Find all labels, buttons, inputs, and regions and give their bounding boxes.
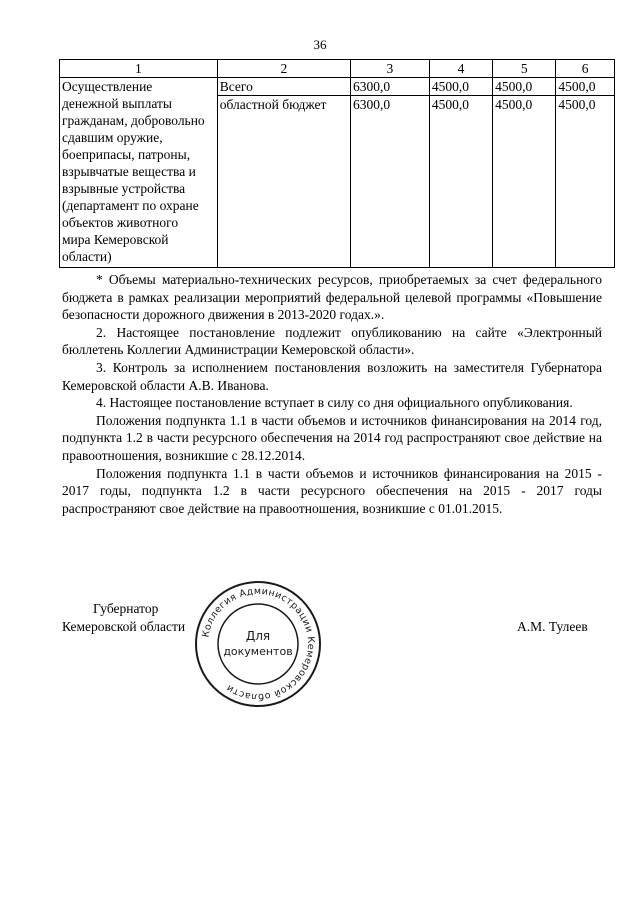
funding-table xyxy=(59,59,615,268)
value-cell: 6300,0 xyxy=(350,96,429,268)
measure-line: гражданам, добровольно xyxy=(62,113,205,128)
signature-title-line2: Кемеровской области xyxy=(62,619,186,634)
header-cell: 2 xyxy=(217,60,350,78)
stamp-inner-ring xyxy=(218,604,298,684)
value-cell: 4500,0 xyxy=(493,78,556,96)
header-cell: 5 xyxy=(493,60,556,78)
measure-line: боеприпасы, патроны, xyxy=(62,147,191,162)
value-cell: 4500,0 xyxy=(429,96,492,268)
value-cell: 4500,0 xyxy=(556,96,615,268)
measure-line: области) xyxy=(62,249,112,264)
stamp-outer-ring xyxy=(196,582,320,706)
header-cell: 4 xyxy=(429,60,492,78)
footnote-paragraph: * Объемы материально-технических ресурсов, приобретаемых за счет федерального бюджета в рамках реализации мероприятий федеральной целевой программы «Повышение безопасности дорожного движения в 2013-2020 годах.». xyxy=(62,272,602,323)
paragraph: Положения подпункта 1.1 в части объемов и источников финансирования на 2015 - 2017 годы, подпункта 1.2 в части ресурсного обеспечения на 2015 - 2017 годы распространяют свое действие на правоотношения, возникшие с 01.01.2015. xyxy=(62,465,602,516)
header-cell: 6 xyxy=(556,60,615,78)
stamp-ring-text: Коллегия Администрации Кемеровской области xyxy=(200,585,317,703)
measure-line: взрывчатые вещества и xyxy=(62,164,196,179)
funding-source-cell: областной бюджет xyxy=(217,96,350,268)
header-cell: 1 xyxy=(60,60,218,78)
paragraph: 3. Контроль за исполнением постановления возложить на заместителя Губернатора Кемеровской области А.В. Иванова. xyxy=(62,359,602,393)
funding-source-cell: Всего xyxy=(217,78,350,96)
stamp-center-line1: Для xyxy=(245,629,271,643)
signatory-name: А.М. Тулеев xyxy=(517,619,588,634)
measure-line: денежной выплаты xyxy=(62,96,172,111)
body-text xyxy=(62,271,602,517)
measure-line: (департамент по охране xyxy=(62,198,199,213)
table-header-row xyxy=(60,60,615,78)
page-number: 36 xyxy=(313,37,327,52)
paragraph: Положения подпункта 1.1 в части объемов и источников финансирования на 2014 год, подпункта 1.2 в части ресурсного обеспечения на 2014 год распространяют свое действие на правоотношения, возникшие с 28.12.2014. xyxy=(62,412,602,463)
table-row xyxy=(60,78,615,96)
measure-line: Осуществление xyxy=(62,79,153,94)
paragraph: 4. Настоящее постановление вступает в силу со дня официального опубликования. xyxy=(96,395,573,411)
value-cell: 4500,0 xyxy=(556,78,615,96)
header-cell: 3 xyxy=(350,60,429,78)
measure-line: сдавшим оружие, xyxy=(62,130,163,145)
paragraph: 2. Настоящее постановление подлежит опубликованию на сайте «Электронный бюллетень Коллегии Администрации Кемеровской области». xyxy=(62,324,602,358)
value-cell: 4500,0 xyxy=(493,96,556,268)
measure-cell xyxy=(60,78,218,268)
stamp-center-line2: документов xyxy=(223,645,293,658)
value-cell: 4500,0 xyxy=(429,78,492,96)
measure-line: объектов животного xyxy=(62,215,179,230)
measure-line: мира Кемеровской xyxy=(62,232,169,247)
official-stamp xyxy=(192,578,324,710)
signature-title-line1: Губернатор xyxy=(93,601,159,616)
value-cell: 6300,0 xyxy=(350,78,429,96)
measure-line: взрывные устройства xyxy=(62,181,186,196)
